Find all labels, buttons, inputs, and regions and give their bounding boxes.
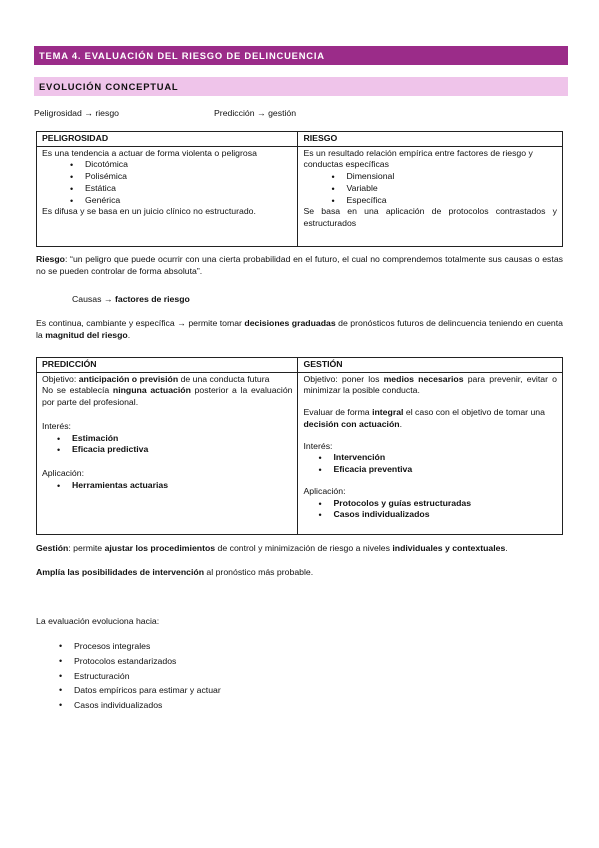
continua-part1: Es continua, cambiante y específica → permite tomar — [36, 318, 245, 328]
text-bold: Herramientas actuarias — [72, 479, 169, 490]
list-item: • Dimensional — [346, 171, 557, 183]
riesgo-cell — [298, 146, 563, 246]
riesgo-label: Riesgo — [36, 254, 65, 264]
continua-bold1: decisiones graduadas — [244, 318, 336, 328]
list-item: • Específica — [346, 195, 557, 207]
prediccion-header: PREDICCIÓN — [37, 358, 298, 373]
amplia-rest: al pronóstico más probable. — [204, 567, 314, 577]
text-bold: individuales y contextuales — [392, 543, 506, 553]
prediccion-objetivo — [42, 374, 292, 386]
list-item: • Procesos integrales — [74, 639, 221, 654]
text-span: . — [399, 418, 402, 429]
peligrosidad-header: PELIGROSIDAD — [37, 132, 298, 147]
list-item — [72, 480, 292, 492]
prediccion-interes-list — [42, 433, 292, 456]
text-bold: Casos individualizados — [333, 509, 430, 520]
text-bold: medios necesarios — [383, 373, 464, 384]
riesgo-outro: Se basa en una aplicación de protocolos contrastados y estructurados — [303, 206, 557, 229]
riesgo-list — [303, 171, 557, 206]
text-bold: anticipación o previsión — [78, 373, 179, 384]
peligrosidad-outro: Es difusa y se basa en un juicio clínico no estructurado. — [42, 206, 256, 217]
riesgo-text: : “un peligro que puede ocurrir con una cierta probabilidad en el futuro, el cual no comprendemos totalmente sus causas o estas no se pueden controlar de forma absoluta”. — [36, 254, 563, 276]
evolves-intro: La evaluación evoluciona hacia: — [36, 616, 160, 626]
prediccion-interes-label: Interés: — [42, 420, 71, 431]
text-bold: ninguna actuación — [112, 385, 191, 396]
prediccion-gestion-line: Predicción → gestión — [214, 108, 297, 118]
text-span: : permite — [68, 543, 105, 553]
list-item: • Estructuración — [74, 669, 221, 684]
text-span: Objetivo: — [42, 373, 79, 384]
text-bold: ajustar los procedimientos — [104, 543, 216, 553]
gestion-evaluar — [303, 407, 557, 430]
causas-line — [72, 294, 190, 306]
text-span: de una conducta futura — [178, 373, 270, 384]
gestion-label: Gestión — [36, 543, 69, 553]
peligrosidad-list — [42, 159, 292, 206]
gestion-interes-label: Interés: — [303, 440, 333, 451]
peligrosidad-riesgo-line: Peligrosidad → riesgo — [34, 108, 119, 118]
gestion-line — [36, 543, 566, 555]
list-item — [333, 452, 557, 464]
text-span: para prevenir, evitar o minimizar la posible conducta. — [303, 373, 557, 396]
text-bold: Eficacia predictiva — [72, 444, 149, 455]
continua-part2: de pronósticos futuros de delincuencia teniendo en cuenta la — [36, 318, 563, 340]
list-item: • Casos individualizados — [74, 698, 221, 713]
prediccion-aplicacion-list — [42, 480, 292, 492]
list-item — [333, 509, 557, 521]
peligrosidad-riesgo-table — [36, 131, 563, 247]
text-bold: integral — [372, 407, 404, 418]
text-bold: decisión con actuación — [303, 418, 400, 429]
text-span: Evaluar de forma — [303, 407, 373, 418]
continua-paragraph — [36, 318, 563, 341]
prediccion-aplicacion-label: Aplicación: — [42, 468, 85, 479]
gestion-header: GESTIÓN — [298, 358, 563, 373]
gestion-objetivo — [303, 374, 557, 397]
amplia-line — [36, 567, 313, 579]
text-span: . — [505, 543, 508, 553]
prediccion-gestion-table — [36, 357, 563, 535]
prediccion-no-actuacion — [42, 385, 292, 408]
list-item: • Dicotómica — [85, 159, 292, 171]
list-item — [333, 498, 557, 510]
list-item: • Genérica — [85, 195, 292, 207]
text-span: el caso con el objetivo de tomar una — [403, 407, 545, 418]
list-item — [72, 433, 292, 445]
list-item: • Protocolos estandarizados — [74, 654, 221, 669]
continua-part3: . — [127, 329, 131, 340]
gestion-interes-list — [303, 452, 557, 475]
riesgo-header: RIESGO — [298, 132, 563, 147]
text-bold: Estimación — [72, 432, 119, 443]
peligrosidad-cell — [37, 146, 298, 246]
list-item: • Estática — [85, 183, 292, 195]
list-item: • Variable — [346, 183, 557, 195]
riesgo-definition — [36, 254, 563, 277]
text-span: Objetivo: poner los — [303, 373, 384, 384]
amplia-bold: Amplía las posibilidades de intervención — [36, 567, 205, 577]
text-span: posterior a la evaluación por parte del profesional. — [42, 385, 293, 408]
continua-bold2: magnitud del riesgo — [45, 329, 128, 340]
gestion-aplicacion-list — [303, 498, 557, 521]
causas-prefix: Causas → — [72, 294, 115, 304]
riesgo-intro: Es un resultado relación empírica entre factores de riesgo y conductas específicas — [303, 147, 533, 170]
list-item — [72, 444, 292, 456]
text-bold: Intervención — [333, 452, 386, 463]
gestion-aplicacion-label: Aplicación: — [303, 485, 346, 496]
text-span: de control y minimización de riesgo a niveles — [215, 543, 393, 553]
section-heading: EVOLUCIÓN CONCEPTUAL — [34, 77, 568, 96]
causas-bold: factores de riesgo — [114, 294, 190, 304]
text-span: No se establecía — [42, 385, 113, 396]
evolves-list — [36, 639, 221, 713]
text-bold: Protocolos y guías estructuradas — [333, 497, 472, 508]
gestion-cell — [298, 372, 563, 534]
document-title: TEMA 4. EVALUACIÓN DEL RIESGO DE DELINCUENCIA — [34, 46, 568, 65]
list-item: • Polisémica — [85, 171, 292, 183]
peligrosidad-intro: Es una tendencia a actuar de forma violenta o peligrosa — [42, 147, 257, 158]
text-bold: Eficacia preventiva — [333, 464, 413, 475]
list-item — [333, 464, 557, 476]
list-item: • Datos empíricos para estimar y actuar — [74, 683, 221, 698]
prediccion-cell — [37, 372, 298, 534]
